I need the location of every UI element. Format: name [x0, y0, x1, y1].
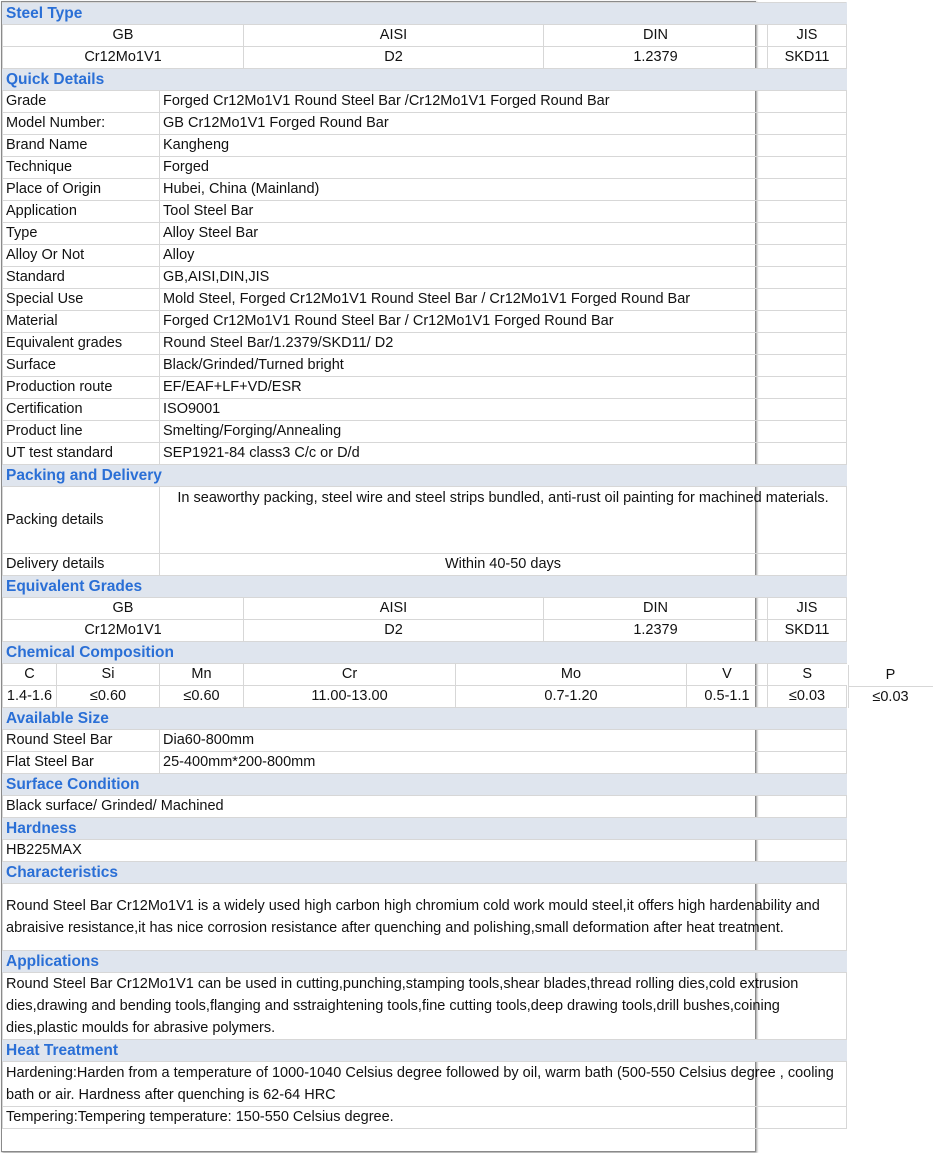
detail-label: Brand Name	[3, 135, 160, 157]
value-aisi: D2	[244, 620, 544, 642]
detail-label: Surface	[3, 355, 160, 377]
header-jis: JIS	[768, 25, 847, 47]
section-title-heat-treatment: Heat Treatment	[3, 1040, 847, 1062]
table-row	[3, 25, 933, 47]
detail-value: ISO9001	[160, 399, 847, 421]
table-row	[3, 223, 933, 245]
table-row	[3, 884, 933, 951]
value-aisi: D2	[244, 47, 544, 69]
header-din: DIN	[544, 598, 768, 620]
table-row	[3, 201, 933, 223]
table-row	[3, 598, 933, 620]
size-value: 25-400mm*200-800mm	[160, 752, 847, 774]
table-row	[3, 840, 933, 862]
value-gb: Cr12Mo1V1	[3, 47, 244, 69]
table-row	[3, 399, 933, 421]
detail-value: GB,AISI,DIN,JIS	[160, 267, 847, 289]
table-row	[3, 421, 933, 443]
detail-label: Certification	[3, 399, 160, 421]
value-gb: Cr12Mo1V1	[3, 620, 244, 642]
table-row	[3, 377, 933, 399]
section-title-quick-details: Quick Details	[3, 69, 847, 91]
detail-value: Alloy	[160, 245, 847, 267]
element-p: P	[848, 665, 933, 687]
table-row	[3, 311, 933, 333]
detail-value: Kangheng	[160, 135, 847, 157]
element-c: C	[3, 664, 57, 686]
header-aisi: AISI	[244, 598, 544, 620]
table-row	[3, 664, 933, 686]
detail-label: Grade	[3, 91, 160, 113]
size-label: Round Steel Bar	[3, 730, 160, 752]
table-row	[3, 620, 933, 642]
detail-label: Technique	[3, 157, 160, 179]
delivery-details-value: Within 40-50 days	[160, 554, 847, 576]
section-title-characteristics: Characteristics	[3, 862, 847, 884]
table-row	[3, 796, 933, 818]
detail-value: EF/EAF+LF+VD/ESR	[160, 377, 847, 399]
table-row	[3, 91, 933, 113]
detail-label: Application	[3, 201, 160, 223]
section-title-equivalent-grades: Equivalent Grades	[3, 576, 847, 598]
table-row	[3, 1062, 933, 1107]
table-row	[3, 730, 933, 752]
detail-label: Standard	[3, 267, 160, 289]
applications-text: Round Steel Bar Cr12Mo1V1 can be used in cutting,punching,stamping tools,shear blades,thread rolling dies,cold extrusion dies,drawing and bending tools,flanging and sstraightening tools,fine cutting tools,deep drawing tools,drill bushes,coining dies,plastic moulds for abrasive polymers.	[3, 973, 847, 1040]
detail-value: Mold Steel, Forged Cr12Mo1V1 Round Steel Bar / Cr12Mo1V1 Forged Round Bar	[160, 289, 847, 311]
table-row	[3, 443, 933, 465]
hardness-text: HB225MAX	[3, 840, 847, 862]
delivery-details-label: Delivery details	[3, 554, 160, 576]
table-row	[3, 554, 933, 576]
section-title-steel-type: Steel Type	[3, 3, 847, 25]
surface-condition-text: Black surface/ Grinded/ Machined	[3, 796, 847, 818]
table-row	[3, 113, 933, 135]
detail-value: Black/Grinded/Turned bright	[160, 355, 847, 377]
detail-value: Tool Steel Bar	[160, 201, 847, 223]
table-row	[3, 973, 933, 1040]
section-title-surface-condition: Surface Condition	[3, 774, 847, 796]
element-mn: Mn	[160, 664, 244, 686]
value-p: ≤0.03	[848, 687, 933, 708]
section-title-chemical: Chemical Composition	[3, 642, 847, 664]
element-mo: Mo	[456, 664, 687, 686]
packing-details-label: Packing details	[3, 487, 160, 554]
detail-value: Forged	[160, 157, 847, 179]
table-row	[3, 686, 933, 708]
spec-sheet	[1, 1, 909, 1152]
detail-label: Production route	[3, 377, 160, 399]
table-row	[3, 1107, 933, 1129]
element-cr: Cr	[244, 664, 456, 686]
value-mo: 0.7-1.20	[456, 686, 687, 708]
header-gb: GB	[3, 598, 244, 620]
size-label: Flat Steel Bar	[3, 752, 160, 774]
table-row	[3, 487, 933, 554]
element-si: Si	[57, 664, 160, 686]
table-row	[3, 267, 933, 289]
table-row	[3, 179, 933, 201]
header-jis: JIS	[768, 598, 847, 620]
table-row	[3, 245, 933, 267]
detail-label: UT test standard	[3, 443, 160, 465]
packing-details-value: In seaworthy packing, steel wire and steel strips bundled, anti-rust oil painting for machined materials.	[160, 487, 847, 554]
value-s: ≤0.03	[768, 686, 847, 708]
spec-table	[2, 2, 933, 1129]
section-title-packing: Packing and Delivery	[3, 465, 847, 487]
detail-label: Model Number:	[3, 113, 160, 135]
header-aisi: AISI	[244, 25, 544, 47]
value-p-column	[848, 665, 933, 708]
header-din: DIN	[544, 25, 768, 47]
value-jis: SKD11	[768, 620, 847, 642]
detail-value: Hubei, China (Mainland)	[160, 179, 847, 201]
detail-label: Material	[3, 311, 160, 333]
table-row	[3, 289, 933, 311]
value-jis: SKD11	[768, 47, 847, 69]
value-mn: ≤0.60	[160, 686, 244, 708]
detail-value: Smelting/Forging/Annealing	[160, 421, 847, 443]
detail-label: Alloy Or Not	[3, 245, 160, 267]
section-title-available-size: Available Size	[3, 708, 847, 730]
element-v: V	[687, 664, 768, 686]
value-din: 1.2379	[544, 620, 768, 642]
detail-label: Product line	[3, 421, 160, 443]
detail-label: Special Use	[3, 289, 160, 311]
value-cr: 11.00-13.00	[244, 686, 456, 708]
table-row	[3, 47, 933, 69]
table-row	[3, 355, 933, 377]
detail-value: Round Steel Bar/1.2379/SKD11/ D2	[160, 333, 847, 355]
table-row	[3, 135, 933, 157]
tempering-text: Tempering:Tempering temperature: 150-550 Celsius degree.	[3, 1107, 847, 1129]
detail-value: GB Cr12Mo1V1 Forged Round Bar	[160, 113, 847, 135]
value-v: 0.5-1.1	[687, 686, 768, 708]
detail-label: Equivalent grades	[3, 333, 160, 355]
table-row	[3, 157, 933, 179]
detail-value: Forged Cr12Mo1V1 Round Steel Bar /Cr12Mo1V1 Forged Round Bar	[160, 91, 847, 113]
detail-value: SEP1921-84 class3 C/c or D/d	[160, 443, 847, 465]
value-c: 1.4-1.6	[3, 686, 57, 708]
size-value: Dia60-800mm	[160, 730, 847, 752]
characteristics-text: Round Steel Bar Cr12Mo1V1 is a widely used high carbon high chromium cold work mould steel,it offers high hardenability and abraisive resistance,it has nice corrosion resistance after quenching and polishing,small deformation after heat treatment.	[3, 884, 847, 951]
detail-value: Forged Cr12Mo1V1 Round Steel Bar / Cr12Mo1V1 Forged Round Bar	[160, 311, 847, 333]
detail-value: Alloy Steel Bar	[160, 223, 847, 245]
value-din: 1.2379	[544, 47, 768, 69]
table-row	[3, 333, 933, 355]
section-title-applications: Applications	[3, 951, 847, 973]
detail-label: Place of Origin	[3, 179, 160, 201]
heat-treatment-text: Hardening:Harden from a temperature of 1000-1040 Celsius degree followed by oil, warm bath (500-550 Celsius degree , cooling bath or air. Hardness after quenching is 62-64 HRC	[3, 1062, 847, 1107]
value-si: ≤0.60	[57, 686, 160, 708]
section-title-hardness: Hardness	[3, 818, 847, 840]
element-s: S	[768, 664, 847, 686]
detail-label: Type	[3, 223, 160, 245]
header-gb: GB	[3, 25, 244, 47]
table-row	[3, 752, 933, 774]
